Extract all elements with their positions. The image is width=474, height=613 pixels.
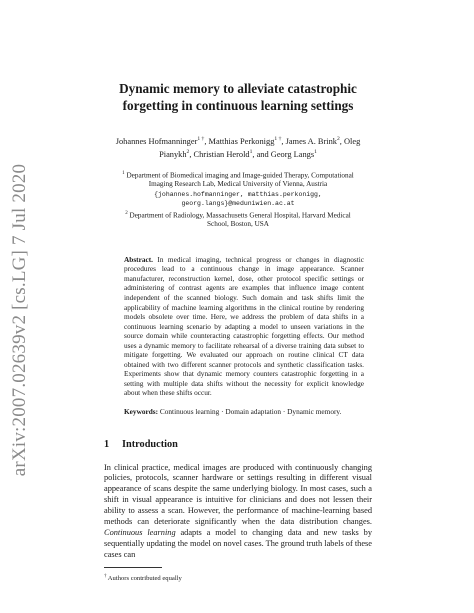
intro-text-part-2: adapts a model to changing data and new tasks by sequentially updating the model on novel cases. The ground truth labels of these cases can: [104, 528, 373, 559]
affiliation-line: Department of Radiology, Massachusetts General Hospital, Harvard Medical: [129, 211, 351, 219]
footnote-text: Authors contributed equally: [107, 575, 182, 583]
keywords: [124, 407, 364, 417]
author-name: Johannes Hofmanninger: [115, 136, 198, 146]
author-marks: 1 †: [274, 136, 282, 142]
affiliation-2: [104, 209, 372, 230]
section-title: Introduction: [122, 438, 178, 450]
affiliation-line: School, Boston, USA: [207, 220, 269, 229]
affiliation-mark: 2: [125, 210, 128, 216]
footnote-mark: †: [104, 574, 107, 579]
affiliation-line: Imaging Research Lab, Medical University of Vienna, Austria: [148, 180, 328, 189]
author-marks: 1 †: [197, 136, 205, 142]
title-line-1: Dynamic memory to alleviate catastrophic: [119, 81, 357, 96]
author-marks: 2: [186, 148, 190, 155]
affiliation-line: Department of Biomedical imaging and Image-guided Therapy, Computational: [126, 170, 354, 179]
affiliation-1: [104, 169, 372, 209]
author-marks: 1: [314, 148, 317, 155]
author-marks: 2: [337, 136, 340, 142]
paper-title: [104, 80, 372, 114]
footnote: [104, 573, 182, 583]
title-line-2: forgetting in continuous learning settings: [122, 98, 354, 113]
abstract: [124, 255, 364, 398]
intro-italic-term: Continuous learning: [104, 528, 176, 537]
affiliations: [104, 169, 372, 230]
section-number: 1: [104, 438, 110, 450]
arxiv-identifier-text: arXiv:2007.02639v2 [cs.LG] 7 Jul 2020: [9, 163, 31, 477]
abstract-label: Abstract.: [124, 254, 153, 264]
footnote-divider: [104, 567, 162, 568]
author-list: Johannes Hofmanninger$^{1 \dagger}$, Matthias Perkonigg$^{1 \dagger}$, James A. Brink$^2$, Oleg Pianykh$^2$, Christian Herold$^1$, and Georg Langs$^1$: [115, 136, 361, 159]
arxiv-identifier: [4, 163, 36, 477]
affiliation-mark: 1: [122, 170, 125, 176]
author-name: Christian Herold: [193, 149, 250, 159]
author-emails: {johannes.hofmanninger, matthias.perkonigg, georg.langs}@meduniwien.ac.at: [154, 190, 322, 208]
author-name: James A. Brink: [285, 136, 337, 146]
author-name: Matthias Perkonigg: [208, 136, 275, 146]
author-name: Oleg Pianykh: [159, 136, 361, 159]
section-heading: [104, 438, 372, 451]
keywords-text: Continuous learning · Domain adaptation · Dynamic memory.: [159, 407, 342, 417]
author-marks: 1: [249, 148, 253, 155]
paper-content: [104, 80, 372, 561]
author-name: Georg Langs: [270, 149, 315, 159]
keywords-label: Keywords:: [124, 407, 159, 417]
intro-text-part-1: In clinical practice, medical images are produced with continuously changing policies, protocols, scanner hardware or settings resulting in different visual appearance of scans despite the same underlying biology. In most cases, such a shift in visual appearance is intuitive for clinicians and does not lessen their ability to assess a scan. However, the performance of machine-learning based methods can deteriorate significantly when the data distribution changes.: [104, 462, 372, 527]
introduction-paragraph: [104, 463, 372, 561]
abstract-text: In medical imaging, technical progress or changes in diagnostic procedures lead to a continuous change in image appearance. Scanner manufacturer, reconstruction kernel, dose, other protocol specific settings or administering of contrast agents are examples that influence image content independent of the scanned biology. Such domain and task shifts limit the applicability of machine learning algorithms in the clinical routine by rendering models obsolete over time. Here, we address the problem of data shifts in a continuous learning scenario by adapting a model to unseen variations in the source domain while counteracting catastrophic forgetting effects. Our method uses a dynamic memory to facilitate rehearsal of a diverse training data subset to mitigate forgetting. We evaluated our approach on routine clinical CT data obtained with two different scanner protocols and synthetic classification tasks. Experiments show that dynamic memory counters catastrophic forgetting in a setting with multiple data shifts without the necessity for explicit knowledge about when these shifts occur.: [124, 254, 364, 398]
